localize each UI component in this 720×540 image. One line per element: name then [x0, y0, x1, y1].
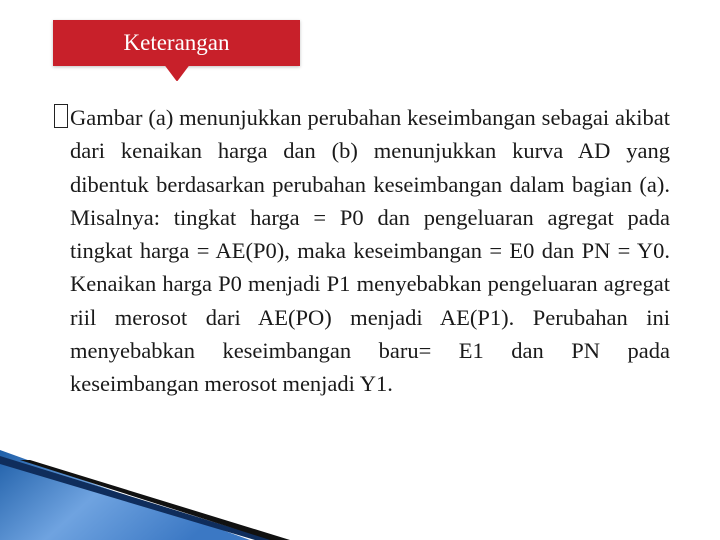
corner-swoosh-graphic — [0, 450, 300, 540]
content-area — [70, 101, 670, 401]
bullet-paragraph: Gambar (a) menunjukkan perubahan keseimbangan sebagai akibat dari kenaikan harga dan (b) menunjukkan kurva AD yang dibentuk berdasarkan perubahan keseimbangan dalam bagian (a). Misalnya: tingkat harga = P0 dan pengeluaran agregat pada tingkat harga = AE(P0), maka keseimbangan = E0 dan PN = Y0. Kenaikan harga P0 menjadi P1 menyebabkan pengeluaran agregat riil merosot dari AE(PO) menjadi AE(P1). Perubahan ini menyebabkan keseimbangan baru= E1 dan PN pada keseimbangan merosot menjadi Y1. — [70, 105, 670, 397]
title-banner — [53, 20, 300, 66]
square-bullet-icon — [54, 104, 68, 128]
banner-pointer — [163, 62, 191, 90]
slide-title: Keterangan — [123, 30, 230, 55]
